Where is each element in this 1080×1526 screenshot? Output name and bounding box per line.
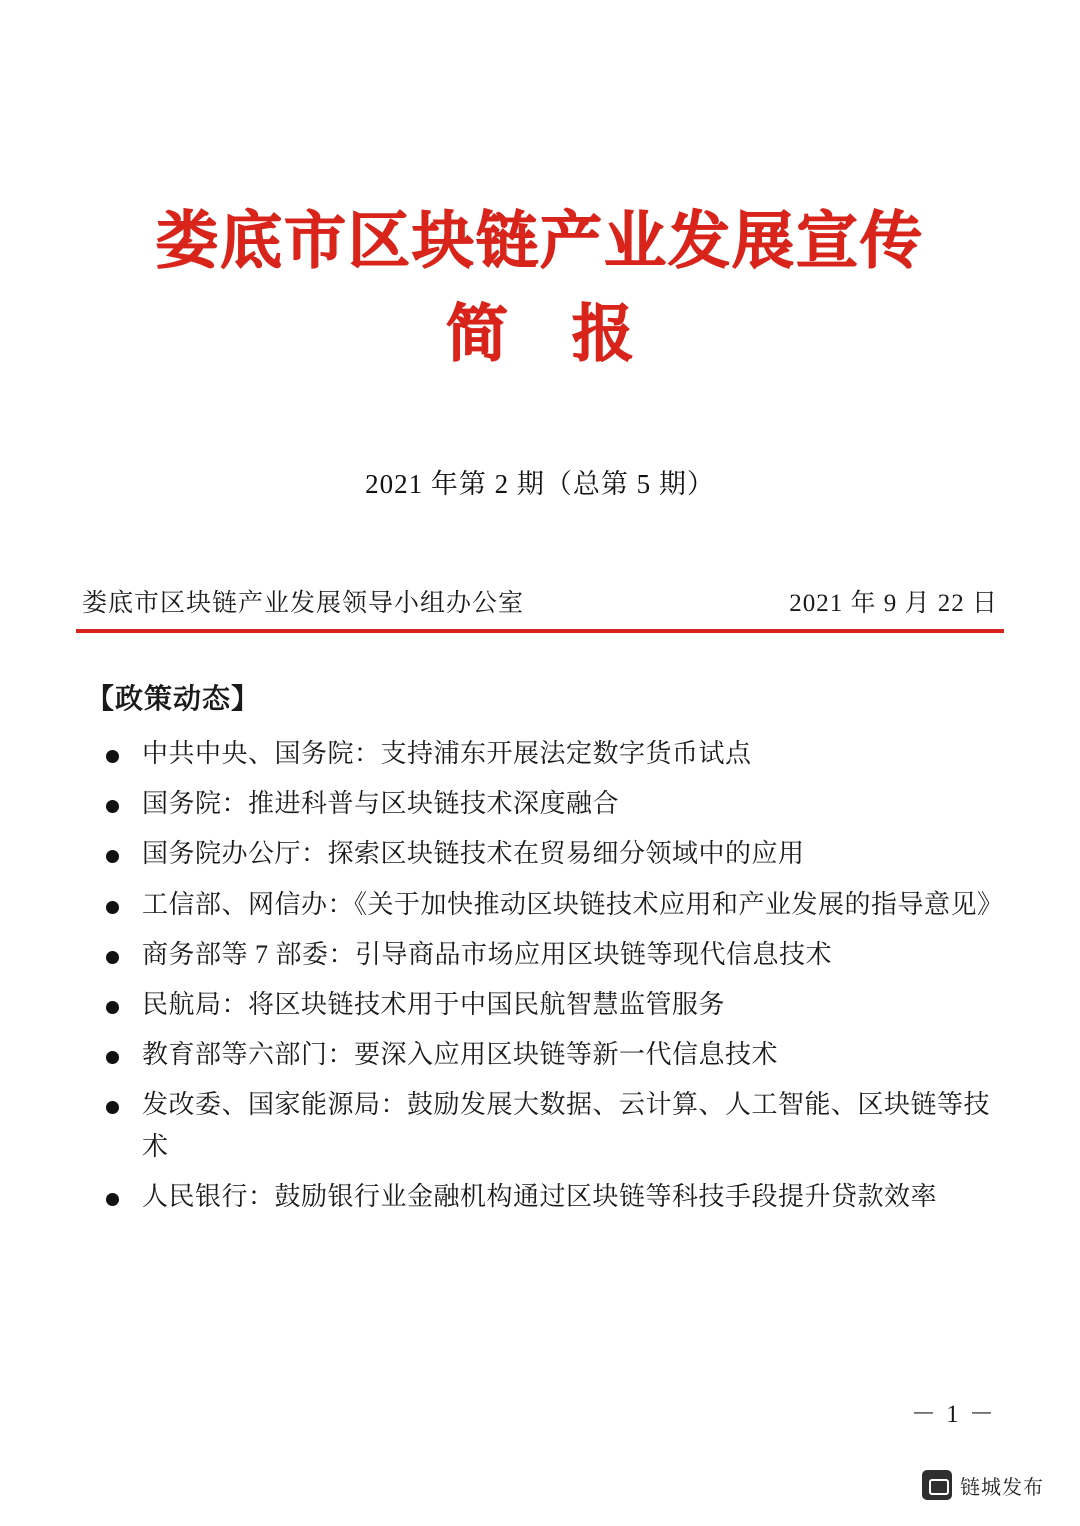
list-item: 发改委、国家能源局：鼓励发展大数据、云计算、人工智能、区块链等技术 xyxy=(102,1084,1008,1168)
policy-news-list xyxy=(72,733,1008,1218)
header-divider xyxy=(76,629,1004,633)
section-heading: 【政策动态】 xyxy=(86,684,261,716)
publication-date: 2021 年 9 月 22 日 xyxy=(789,590,998,618)
list-item: 人民银行：鼓励银行业金融机构通过区块链等科技手段提升贷款效率 xyxy=(102,1176,1008,1218)
list-item: 民航局：将区块链技术用于中国民航智慧监管服务 xyxy=(102,984,1008,1026)
page-number: － 1 － xyxy=(910,1401,996,1428)
wechat-account-icon xyxy=(922,1470,952,1500)
list-item: 工信部、网信办：《关于加快推动区块链技术应用和产业发展的指导意见》 xyxy=(102,884,1008,926)
list-item: 国务院办公厅：探索区块链技术在贸易细分领域中的应用 xyxy=(102,833,1008,875)
list-item: 教育部等六部门：要深入应用区块链等新一代信息技术 xyxy=(102,1034,1008,1076)
meta-row xyxy=(72,583,1008,629)
issuing-office: 娄底市区块链产业发展领导小组办公室 xyxy=(82,590,525,618)
list-item: 商务部等 7 部委：引导商品市场应用区块链等现代信息技术 xyxy=(102,934,1008,976)
masthead-title-line2: 简报 xyxy=(445,297,698,371)
masthead xyxy=(72,0,1008,371)
list-item: 中共中央、国务院：支持浦东开展法定数字货币试点 xyxy=(102,733,1008,775)
issue-number: 2021 年第 2 期（总第 5 期） xyxy=(365,469,715,500)
masthead-title-line1: 娄底市区块链产业发展宣传 xyxy=(155,204,924,277)
watermark-label: 链城发布 xyxy=(960,1476,1044,1499)
watermark xyxy=(912,1464,1054,1506)
list-item: 国务院：推进科普与区块链技术深度融合 xyxy=(102,783,1008,825)
